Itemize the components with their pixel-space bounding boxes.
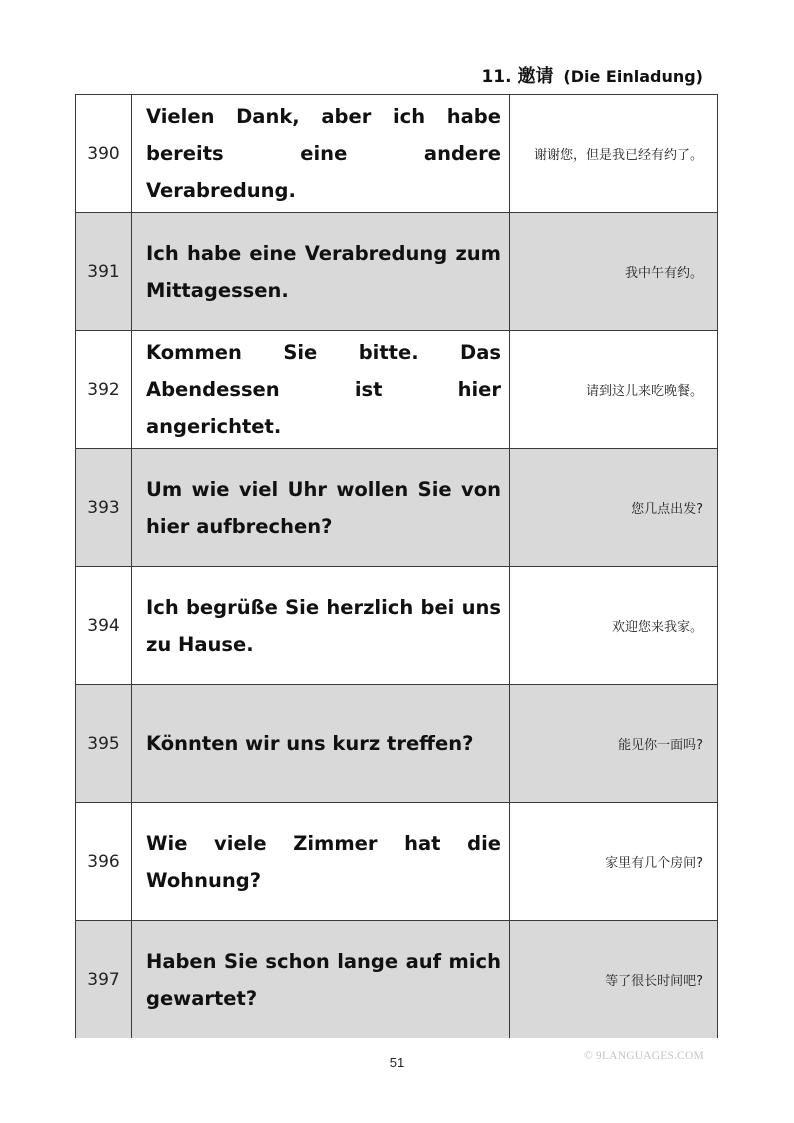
phrase-number: 395	[76, 685, 132, 803]
table-row	[76, 213, 718, 331]
chapter-number: 11.	[481, 67, 512, 87]
phrase-chinese: 欢迎您来我家。	[510, 567, 718, 685]
page-number: 51	[389, 1055, 405, 1070]
chapter-title-german: (Die Einladung)	[563, 67, 703, 86]
phrase-chinese: 谢谢您，但是我已经有约了。	[510, 95, 718, 213]
phrase-german: Kommen Sie bitte. Das Abendessen ist hier angerichtet.	[132, 331, 510, 449]
table-row	[76, 567, 718, 685]
table-row	[76, 685, 718, 803]
phrase-table	[75, 94, 718, 1038]
phrase-number: 396	[76, 803, 132, 921]
phrase-chinese: 请到这儿来吃晚餐。	[510, 331, 718, 449]
phrase-chinese: 家里有几个房间?	[510, 803, 718, 921]
phrase-german: Um wie viel Uhr wollen Sie von hier aufbrechen?	[132, 449, 510, 567]
phrase-german: Wie viele Zimmer hat die Wohnung?	[132, 803, 510, 921]
phrase-german: Vielen Dank, aber ich habe bereits eine andere Verabredung.	[132, 95, 510, 213]
watermark: © 9LANGUAGES.COM	[584, 1050, 704, 1062]
phrase-number: 394	[76, 567, 132, 685]
phrase-german: Könnten wir uns kurz treffen?	[132, 685, 510, 803]
phrase-number: 391	[76, 213, 132, 331]
table-row	[76, 803, 718, 921]
phrase-german: Ich begrüße Sie herzlich bei uns zu Hause.	[132, 567, 510, 685]
table-row	[76, 331, 718, 449]
table-row	[76, 449, 718, 567]
phrase-chinese: 我中午有约。	[510, 213, 718, 331]
phrase-number: 392	[76, 331, 132, 449]
phrase-chinese: 等了很长时间吧?	[510, 921, 718, 1039]
phrase-number: 390	[76, 95, 132, 213]
phrase-german: Haben Sie schon lange auf mich gewartet?	[132, 921, 510, 1039]
phrase-chinese: 您几点出发?	[510, 449, 718, 567]
table-row	[76, 95, 718, 213]
phrase-german: Ich habe eine Verabredung zum Mittagessen.	[132, 213, 510, 331]
phrase-number: 397	[76, 921, 132, 1039]
chapter-title-chinese: 邀请	[517, 66, 554, 87]
phrase-chinese: 能见你一面吗?	[510, 685, 718, 803]
table-row	[76, 921, 718, 1039]
page-header	[481, 62, 703, 88]
phrase-number: 393	[76, 449, 132, 567]
